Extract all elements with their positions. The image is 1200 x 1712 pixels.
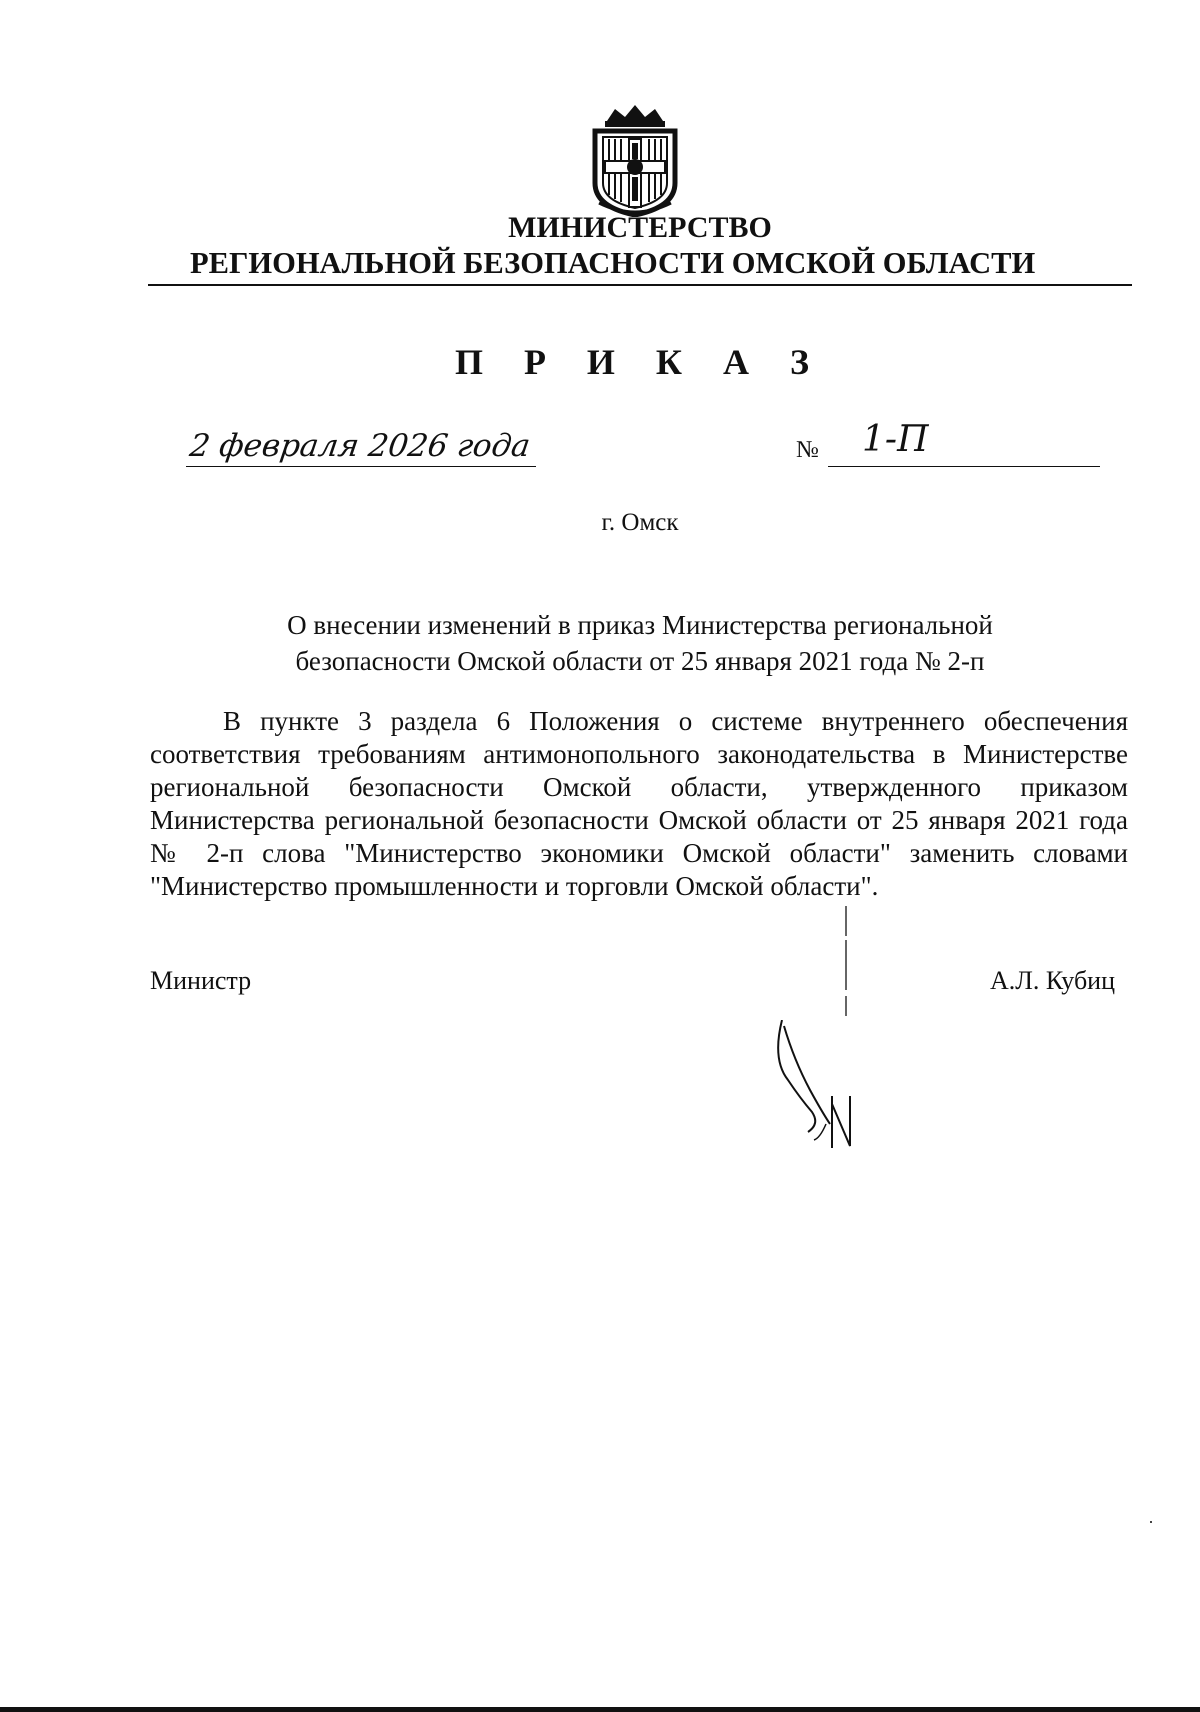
header-divider: [148, 284, 1132, 286]
subject-line-2: безопасности Омской области от 25 января 2021 года № 2-п: [295, 646, 985, 676]
signature-stroke-icon: [844, 906, 848, 1026]
document-body: В пункте 3 раздела 6 Положения о системе внутреннего обеспечения соответствия требованиям антимонопольного законодательства в Министерстве региональной безопасности Омской области, утвержденного приказом Министерства региональной безопасности Омской области от 25 января 2021 года № 2-п слова "Министерство экономики Омской области" заменить словами "Министерство промышленности и торговли Омской области".: [150, 706, 1128, 901]
number-underline: [828, 466, 1100, 467]
document-date-handwritten: 2 февраля 2026 года: [187, 428, 533, 464]
number-sign: №: [796, 437, 819, 463]
ministry-name-line2: РЕГИОНАЛЬНОЙ БЕЗОПАСНОСТИ ОМСКОЙ ОБЛАСТИ: [190, 246, 1036, 280]
scan-bottom-edge: [0, 1707, 1200, 1712]
signatory-position: Министр: [150, 966, 252, 995]
document-subject: [0, 607, 1200, 679]
ministry-name-line1: МИНИСТЕРСТВО: [508, 211, 772, 244]
document-number-handwritten: 1-П: [862, 419, 929, 460]
date-underline: [186, 466, 536, 467]
document-type-title: П Р И К А З: [454, 342, 826, 382]
subject-line-1: О внесении изменений в приказ Министерства региональной: [287, 610, 993, 640]
scan-speck: [1150, 1521, 1152, 1523]
coat-of-arms-icon: [585, 103, 685, 217]
document-city: г. Омск: [601, 509, 679, 536]
handwritten-signature-icon: [770, 1020, 870, 1150]
signatory-name: А.Л. Кубиц: [990, 966, 1116, 995]
